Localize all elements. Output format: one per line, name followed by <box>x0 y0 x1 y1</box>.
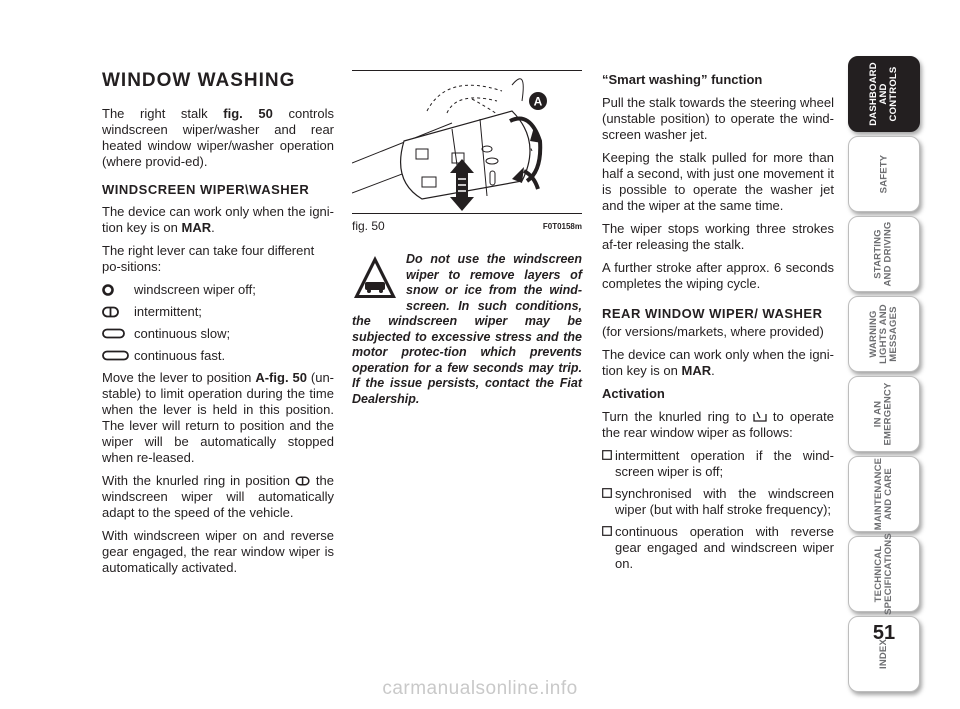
stalk-illustration <box>352 70 582 214</box>
tab-label: WARNING LIGHTS AND MESSAGES <box>867 304 899 364</box>
activation-heading: Activation <box>602 386 665 401</box>
reverse-paragraph: With windscreen wiper on and reverse gear engaged, the rear window wiper is automatically activated. <box>102 528 334 575</box>
bullet-text: synchronised with the windscreen wiper (but with half stroke frequency); <box>615 486 834 517</box>
tab-label: INDEX <box>877 638 889 670</box>
bullet-item <box>602 486 834 518</box>
rear-ignition-text-end: . <box>711 363 715 378</box>
tab-label: STARTING AND DRIVING <box>872 221 894 287</box>
warning-text: Do not use the windscreen wiper to remove layers of snow or ice from the wind-screen. In such conditions, the windscreen wiper may be subjected to excessive stress and the motor protec-tion which prevents operation for a few seconds may trip. If the issue persists, contact the Fiat Dealership. <box>352 252 582 406</box>
page-number: 51 <box>872 622 896 644</box>
warning-box <box>352 252 582 407</box>
ignition-paragraph <box>102 204 334 236</box>
rear-ignition-paragraph <box>602 347 834 379</box>
tab-technical-specifications[interactable] <box>848 533 920 615</box>
intro-text-cont: controls windscreen wiper/washer and rear heated window wiper/washer operation (where provid-ed). <box>102 106 334 169</box>
middle-column <box>352 70 582 407</box>
bullet-text: intermittent operation if the wind-screen wiper is off; <box>615 448 834 479</box>
tab-dashboard-and-controls[interactable] <box>848 56 920 132</box>
move-text-cont: (un-stable) to limit operation during the time when the lever is held in this position. The lever will return to position and the wiper will be automatically stopped when re-leased. <box>102 370 335 465</box>
smart-paragraph-4: A further stroke after approx. 6 seconds completes the wiping cycle. <box>602 260 834 291</box>
warning-triangle-icon <box>352 254 398 300</box>
smart-paragraph-2: Keeping the stalk pulled for more than half a second, with just one movement it is possible to operate the washer jet and the wiper at the same time. <box>602 150 834 213</box>
bullet-item <box>602 524 834 572</box>
ignition-text: The device can work only when the igni-tion key is on <box>102 204 334 235</box>
rear-wiper-heading: REAR WINDOW WIPER/ WASHER <box>602 306 823 321</box>
move-text: Move the lever to position <box>102 370 256 385</box>
intermittent-icon <box>102 306 120 318</box>
position-slow <box>102 326 334 342</box>
smart-paragraph-1: Pull the stalk towards the steering wheel (unstable position) to operate the wind-screen washer jet. <box>602 95 834 142</box>
rear-wiper-icon <box>753 411 767 422</box>
tab-safety[interactable] <box>848 136 920 212</box>
position-slow-label: continuous slow; <box>134 326 231 341</box>
position-fast-label: continuous fast. <box>134 348 226 363</box>
tab-label: IN AN EMERGENCY <box>873 382 894 446</box>
tab-label: DASHBOARD AND CONTROLS <box>868 62 899 126</box>
figure-label: fig. 50 <box>352 219 385 233</box>
tab-maintenance[interactable] <box>848 456 920 532</box>
turn-text: Turn the knurled ring to <box>602 409 753 424</box>
tab-label: SAFETY <box>878 154 889 194</box>
knurled-text-cont: the windscreen wiper will automatically adapt to the speed of the vehicle. <box>102 473 335 520</box>
figure-reference: fig. 50 <box>223 106 273 121</box>
bullet-text: continuous operation with reverse gear engaged and windscreen wiper on. <box>615 524 834 571</box>
figure-position-reference: A-fig. 50 <box>255 370 307 385</box>
move-lever-paragraph <box>102 370 334 466</box>
intro-paragraph <box>102 106 334 170</box>
intro-text: The right stalk <box>102 106 224 121</box>
turn-text-cont: to operate the rear window wiper as follows: <box>602 409 834 440</box>
intermittent-icon <box>295 476 311 486</box>
knurled-paragraph <box>102 473 334 521</box>
mar-key-position: MAR <box>181 220 212 235</box>
section-title: WINDOW WASHING <box>102 70 296 91</box>
bullet-item <box>602 448 834 480</box>
ignition-text-end: . <box>211 220 215 235</box>
figure-caption <box>352 216 582 234</box>
watermark: carmanualsonline.info <box>382 678 578 699</box>
position-off <box>102 282 334 298</box>
figure-code: F0T0158m <box>542 222 582 231</box>
marker-a-label: A <box>533 94 543 109</box>
left-column <box>102 70 334 583</box>
rear-ignition-text: The device can work only when the igni-tion key is on <box>602 347 834 378</box>
wiper-stalk-drawing <box>352 71 582 213</box>
tab-warning-lights[interactable] <box>848 296 920 372</box>
checkbox-bullet-icon <box>602 450 612 460</box>
smart-paragraph-3: The wiper stops working three strokes af-ter releasing the stalk. <box>602 221 834 252</box>
tab-emergency[interactable] <box>848 376 920 452</box>
position-intermittent <box>102 304 334 320</box>
windscreen-heading: WINDSCREEN WIPER\WASHER <box>102 182 310 197</box>
tab-label: MAINTENANCE AND CARE <box>873 457 894 531</box>
rear-wiper-subtitle: (for versions/markets, where provided) <box>602 324 824 339</box>
tab-label: TECHNICAL SPECIFICATIONS <box>873 533 895 615</box>
positions-intro: The right lever can take four different po-sitions: <box>102 243 315 274</box>
tab-starting-and-driving[interactable] <box>848 216 920 292</box>
position-off-label: windscreen wiper off; <box>134 282 256 297</box>
knurled-ring-paragraph <box>602 409 834 441</box>
continuous-slow-icon <box>102 328 126 340</box>
position-fast <box>102 348 334 364</box>
smart-washing-title: “Smart washing” function <box>602 72 763 87</box>
chapter-tabs <box>848 56 920 696</box>
wiper-off-icon <box>102 284 116 296</box>
knurled-text: With the knurled ring in position <box>102 473 295 488</box>
rear-mar-key-position: MAR <box>681 363 712 378</box>
checkbox-bullet-icon <box>602 526 612 536</box>
continuous-fast-icon <box>102 350 130 362</box>
checkbox-bullet-icon <box>602 488 612 498</box>
right-column <box>602 72 834 578</box>
position-intermittent-label: intermittent; <box>134 304 202 319</box>
